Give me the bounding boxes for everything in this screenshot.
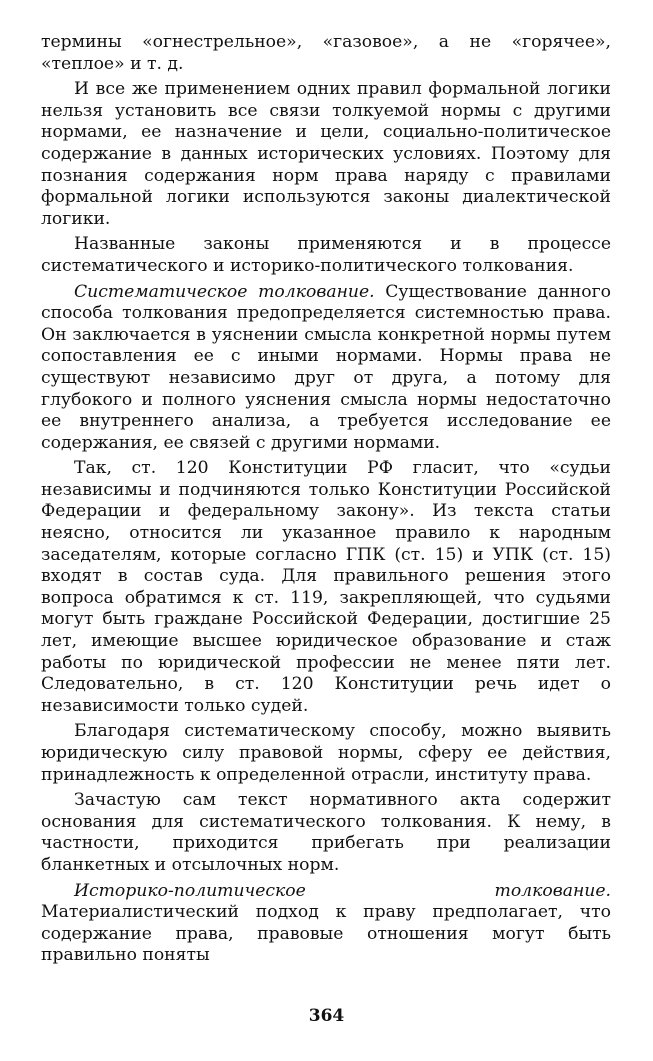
paragraph-5-text: Так, ст. 120 Конституции РФ гласит, что «судьи независимы и подчиняются только Конституции Российской Федерации и федеральному закону». Из текста статьи неясно, относится ли указанное правило к народным заседателям, которые согласно ГПК (ст. 15) и УПК (ст. 15) входят в состав суда. Для правильного решения этого вопроса обратимся к ст. 119, закрепляющей, что судьями могут быть граждане Российской Федерации, достигшие 25 лет, имеющие высшее юридическое образование и стаж работы по юридической профессии не менее пяти лет. Следовательно, в ст. 120 Конституции речь идет о независимости только судей. [41,458,611,716]
section-heading-historical-political: Историко-политическое толкование. [74,880,611,901]
paragraph-8-text: Материалистический подход к праву предполагает, что содержание права, правовые отношения могут быть правильно поняты [41,902,611,966]
paragraph-6-text: Благодаря систематическому способу, можно выявить юридическую силу правовой нормы, сферу ее действия, принадлежность к определенной отрасли, институту права. [41,721,611,785]
paragraph-3 [41,234,611,277]
paragraph-4 [41,282,611,455]
paragraph-8 [41,881,611,967]
paragraph-4-text: Существование данного способа толкования предопределяется системностью права. Он заключается в уяснении смысла конкретной нормы путем сопоставления ее с иными нормами. Нормы права не существуют независимо друг от друга, а потому для глубокого и полного уяснения смысла нормы недостаточно ее внутреннего анализа, а требуется исследование ее содержания, ее связей с другими нормами. [41,281,611,453]
paragraph-2 [41,79,611,230]
paragraph-2-text: И все же применением одних правил формальной логики нельзя установить все связи толкуемой нормы с другими нормами, ее назначение и цели, социально-политическое содержание в данных исторических условиях. Поэтому для познания содержания норм права наряду с правилами формальной логики используются законы диалектической логики. [41,79,611,229]
paragraph-1-text: термины «огнестрельное», «газовое», а не «горячее», «теплое» и т. д. [41,32,611,74]
paragraph-7 [41,790,611,876]
paragraph-3-text: Названные законы применяются и в процессе систематического и историко-политического толкования. [41,234,611,276]
paragraph-5 [41,458,611,717]
page-number: 364 [308,1006,345,1026]
section-heading-systematic: Систематическое толкование. [74,281,375,302]
paragraph-6 [41,721,611,786]
paragraph-7-text: Зачастую сам текст нормативного акта содержит основания для систематического толкования. К нему, в частности, приходится прибегать при реализации бланкетных и отсылочных норм. [41,790,611,875]
page-body [41,32,611,967]
paragraph-1 [41,32,611,75]
